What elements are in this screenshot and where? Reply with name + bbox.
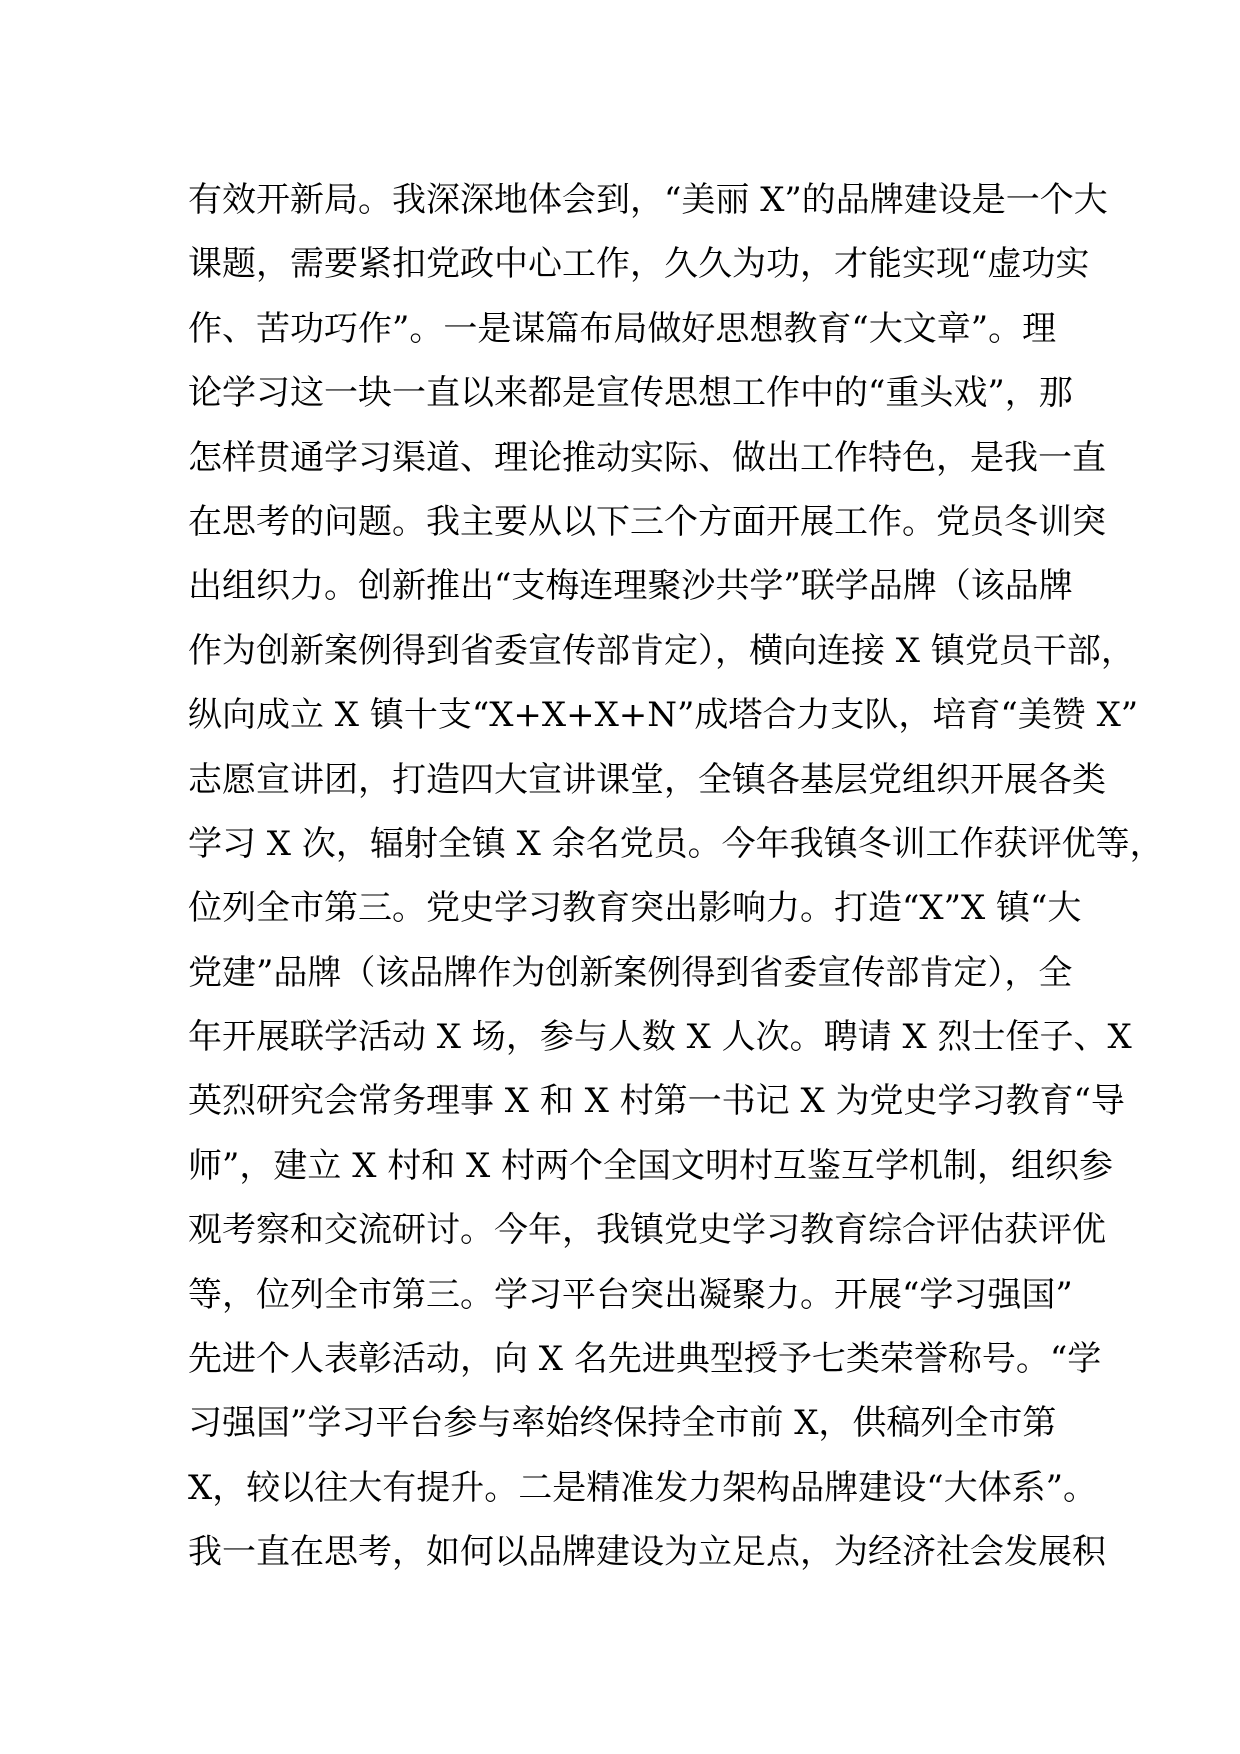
text-line: 作、苦功巧作”。一是谋篇布局做好思想教育“大文章”。理 — [188, 308, 1057, 349]
text-line: 怎样贯通学习渠道、理论推动实际、做出工作特色，是我一直 — [188, 437, 1106, 478]
text-line: 论学习这一块一直以来都是宣传思想工作中的“重头戏”，那 — [188, 373, 1073, 414]
text-line: 先进个人表彰活动，向 X 名先进典型授予七类荣誉称号。“学 — [188, 1339, 1102, 1380]
text-line: X，较以往大有提升。二是精准发力架构品牌建设“大体系”。 — [188, 1467, 1097, 1508]
text-line: 课题，需要紧扣党政中心工作，久久为功，才能实现“虚功实 — [188, 244, 1090, 285]
text-line: 志愿宣讲团，打造四大宣讲课堂，全镇各基层党组织开展各类 — [188, 759, 1106, 800]
text-line: 党建”品牌（该品牌作为创新案例得到省委宣传部肯定），全 — [188, 952, 1073, 993]
text-line: 等，位列全市第三。学习平台突出凝聚力。开展“学习强国” — [188, 1274, 1073, 1315]
text-line: 作为创新案例得到省委宣传部肯定），横向连接 X 镇党员干部， — [188, 630, 1135, 671]
text-line: 出组织力。创新推出“支梅连理聚沙共学”联学品牌（该品牌 — [188, 566, 1073, 607]
text-line: 英烈研究会常务理事 X 和 X 村第一书记 X 为党史学习教育“导 — [188, 1081, 1125, 1122]
text-line: 学习 X 次，辐射全镇 X 余名党员。今年我镇冬训工作获评优等， — [188, 823, 1164, 864]
text-line: 年开展联学活动 X 场，参与人数 X 人次。聘请 X 烈士侄子、X — [188, 1017, 1132, 1058]
text-line: 有效开新局。我深深地体会到，“美丽 X”的品牌建设是一个大 — [188, 180, 1108, 220]
text-line: 纵向成立 X 镇十支“X+X+X+N”成塔合力支队，培育“美赞 X” — [188, 695, 1139, 736]
body-text — [188, 168, 1164, 1585]
text-line: 师”，建立 X 村和 X 村两个全国文明村互鉴互学机制，组织参 — [188, 1145, 1114, 1186]
text-line: 观考察和交流研讨。今年，我镇党史学习教育综合评估获评优 — [188, 1210, 1106, 1251]
text-line: 位列全市第三。党史学习教育突出影响力。打造“X”X 镇“大 — [188, 888, 1082, 929]
text-line: 习强国”学习平台参与率始终保持全市前 X，供稿列全市第 — [188, 1403, 1057, 1444]
text-line: 在思考的问题。我主要从以下三个方面开展工作。党员冬训突 — [188, 501, 1106, 542]
text-line: 我一直在思考，如何以品牌建设为立足点，为经济社会发展积 — [188, 1532, 1106, 1573]
